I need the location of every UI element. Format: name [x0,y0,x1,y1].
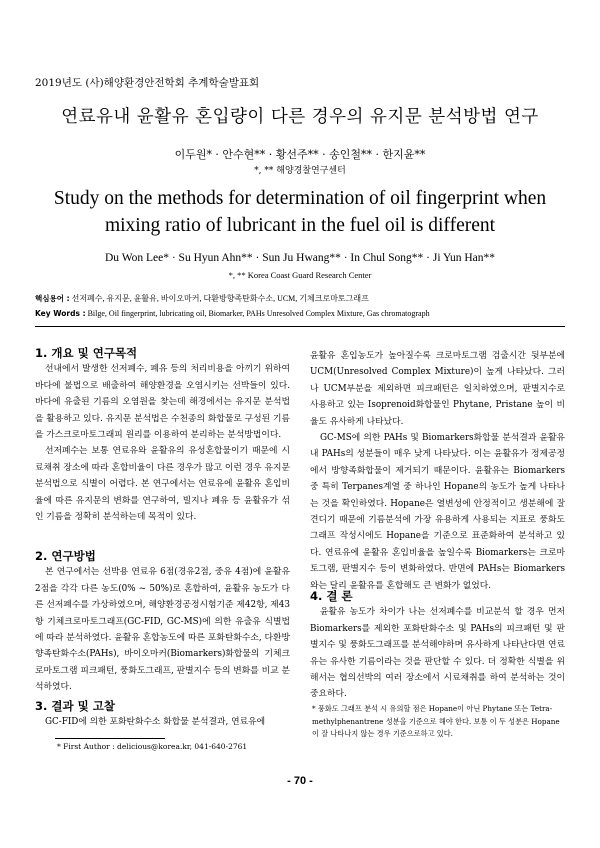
footnote-author: * First Author : delicious@korea.kr, 041-640-2761 [57,742,248,751]
footnote-divider [55,738,165,739]
keywords-english-label: Key Words : [35,309,86,318]
title-english: Study on the methods for determination of oil fingerprint when mixing ratio of lubricant in the fuel oil is different [53,188,547,236]
section-3 [35,698,290,731]
section-3-para-1: GC-FID에 의한 포화탄화수소 화합물 분석결과, 연료유에 [45,717,266,728]
authors-english: Du Won Lee* · Su Hyun Ahn** · Sun Ju Hwang** · In Chul Song** · Ji Yun Han** [104,252,496,264]
keywords-korean-text: 선저폐수, 유지문, 윤활유, 바이오마커, 다환방향족탄화수소, UCM, 기체크로마토그래프 [71,294,369,303]
section-3-continued [310,348,565,594]
section-2-para-1: 본 연구에서는 선박용 연료유 6점(경유2점, 중유 4점)에 윤활유 2점을 각각 다른 농도(0% ~ 50%)로 혼합하여, 윤활유 농도가 다른 선저폐수를 가상하였으며, 해양환경공정시험기준 제42항, 제43항 기체크로마토그래프(GC-FID, GC-MS)에 의한 유출유 식별법에 따라 분석하였다. 윤활유 혼합농도에 따른 포화탄화수소, 다환방향족탄화수소(PAHs), 바이오마커(Biomarkers)화합물의 기체크로마토그램 피크패턴, 풍화도그래프, 판별지수 등의 변화를 비교 분석하였다. [35,567,290,693]
conference-header: 2019년도 (사)해양환경안전학회 추계학술발표회 [35,77,260,89]
section-1-para-2: 선저폐수는 보통 연료유와 윤활유의 유성혼합물이기 때문에 시료채취 장소에 따라 혼합비율이 다른 경우가 많고 이런 경우 유지문 분석법으로 식별이 어렵다. 본 연구에서는 연료유에 윤활유 혼입비율에 따른 유지문의 변화를 연구하여, 빌지나 폐유 등 윤활유가 섞인 기름을 정확히 분석하는데 목적이 있다. [35,446,290,523]
authors-korean: 이두원* · 안수현** · 황선주** · 송인철** · 한지윤** [174,148,426,161]
affiliation-english: *, ** Korea Coast Guard Research Center [228,270,372,280]
section-2-heading: 2. 연구방법 [35,549,96,563]
section-4-para-1: 윤활유 농도가 차이가 나는 선저폐수를 비교분석 할 경우 먼저 Biomarkers를 제외한 포화탄화수소 및 PAHs의 피크패턴 및 판별지수 및 풍화도그래프를 분석해야하며 유사하게 나타난다면 연료유는 유사한 기름이라는 것을 판단할 수 있다. 더 정확한 식별을 위해서는 협의선박의 여러 장소에서 시료채취를 하여 분석하는 것이 중요하다. [310,607,565,700]
page-number: - 70 - [287,775,313,787]
section-2 [35,548,290,696]
section-1-heading: 1. 개요 및 연구목적 [35,346,138,360]
keywords-divider [35,326,565,327]
affiliation-korean: *, ** 해양경찰연구센터 [254,166,346,176]
section-1-para-1: 선내에서 발생한 선저폐수, 폐유 등의 처리비용을 아끼기 위하여 바다에 불법으로 배출하여 해양환경을 오염시키는 선박들이 있다. 바다에 유출된 기름의 오염원을 찾는데 해경에서는 유지문 분석법을 활용하고 있다. 유지문 분석법은 수천종의 화합물로 구성된 기름을 가스크로마토그래피 원리를 이용하여 분리하는 분석방법이다. [35,364,290,441]
footnote-weathering: * 풍화도 그래프 분석 시 유의할 점은 Hopane이 아닌 Phytane 또는 Tetra-methylphenantrene 성분을 기준으로 해야 한다. 보통 이 두 성분은 Hopane이 잘 나타나지 않는 경우 기준으로하고 있다. [312,704,560,738]
keywords-korean-label: 핵심용어 : [35,294,70,303]
keywords-korean [35,293,570,304]
title-korean: 연료유내 윤활유 혼입량이 다른 경우의 유지문 분석방법 연구 [61,107,539,127]
section-4-heading: 4. 결 론 [310,589,353,603]
section-3-para-2: 윤활유 혼입농도가 높아질수록 크로마토그램 검출시간 뒷부분에 UCM(Unresolved Complex Mixture)이 높게 나타났다. 그러나 UCM부분을 제외하면 피크패턴은 일치하였으며, 판별지수로 사용하고 있는 Isoprenoid화합물인 Phytane, Pristane 높이 비율도 유사하게 나타났다. [310,351,565,427]
section-3-para-3: GC-MS에 의한 PAHs 및 Biomarkers화합물 분석결과 윤활유내 PAHs의 성분들이 매우 낮게 나타났다. 이는 윤활유가 정제공정에서 방향족화합물이 제거되기 때문이다. 윤활유는 Biomarkers 중 특히 Terpanes계열 중 하나인 Hopane의 농도가 높게 나타나는 것을 확인하였다. Hopane은 열변성에 안정적이고 생분해에 잘 견디기 때문에 기름분석에 가장 유용하게 사용되는 지표로 풍화도그래프 작성시에도 Hopane을 기준으로 표준화하여 분석하고 있다. 연료유에 윤활유 혼입비율을 높일수록 Biomarkers는 크로마토그램, 판별지수 등이 변화하였다. 반면에 PAHs는 Biomarkers와는 달리 윤활유를 혼합해도 큰 변화가 없었다. [310,433,565,591]
section-3-heading: 3. 결과 및 고찰 [35,699,115,713]
section-1 [35,345,290,525]
section-4 [310,588,565,703]
keywords-english-text: Bilge, Oil fingerprint, lubricating oil, Biomarker, PAHs Unresolved Complex Mixture, Gas chromatograph [87,309,430,318]
keywords-english [35,309,570,318]
